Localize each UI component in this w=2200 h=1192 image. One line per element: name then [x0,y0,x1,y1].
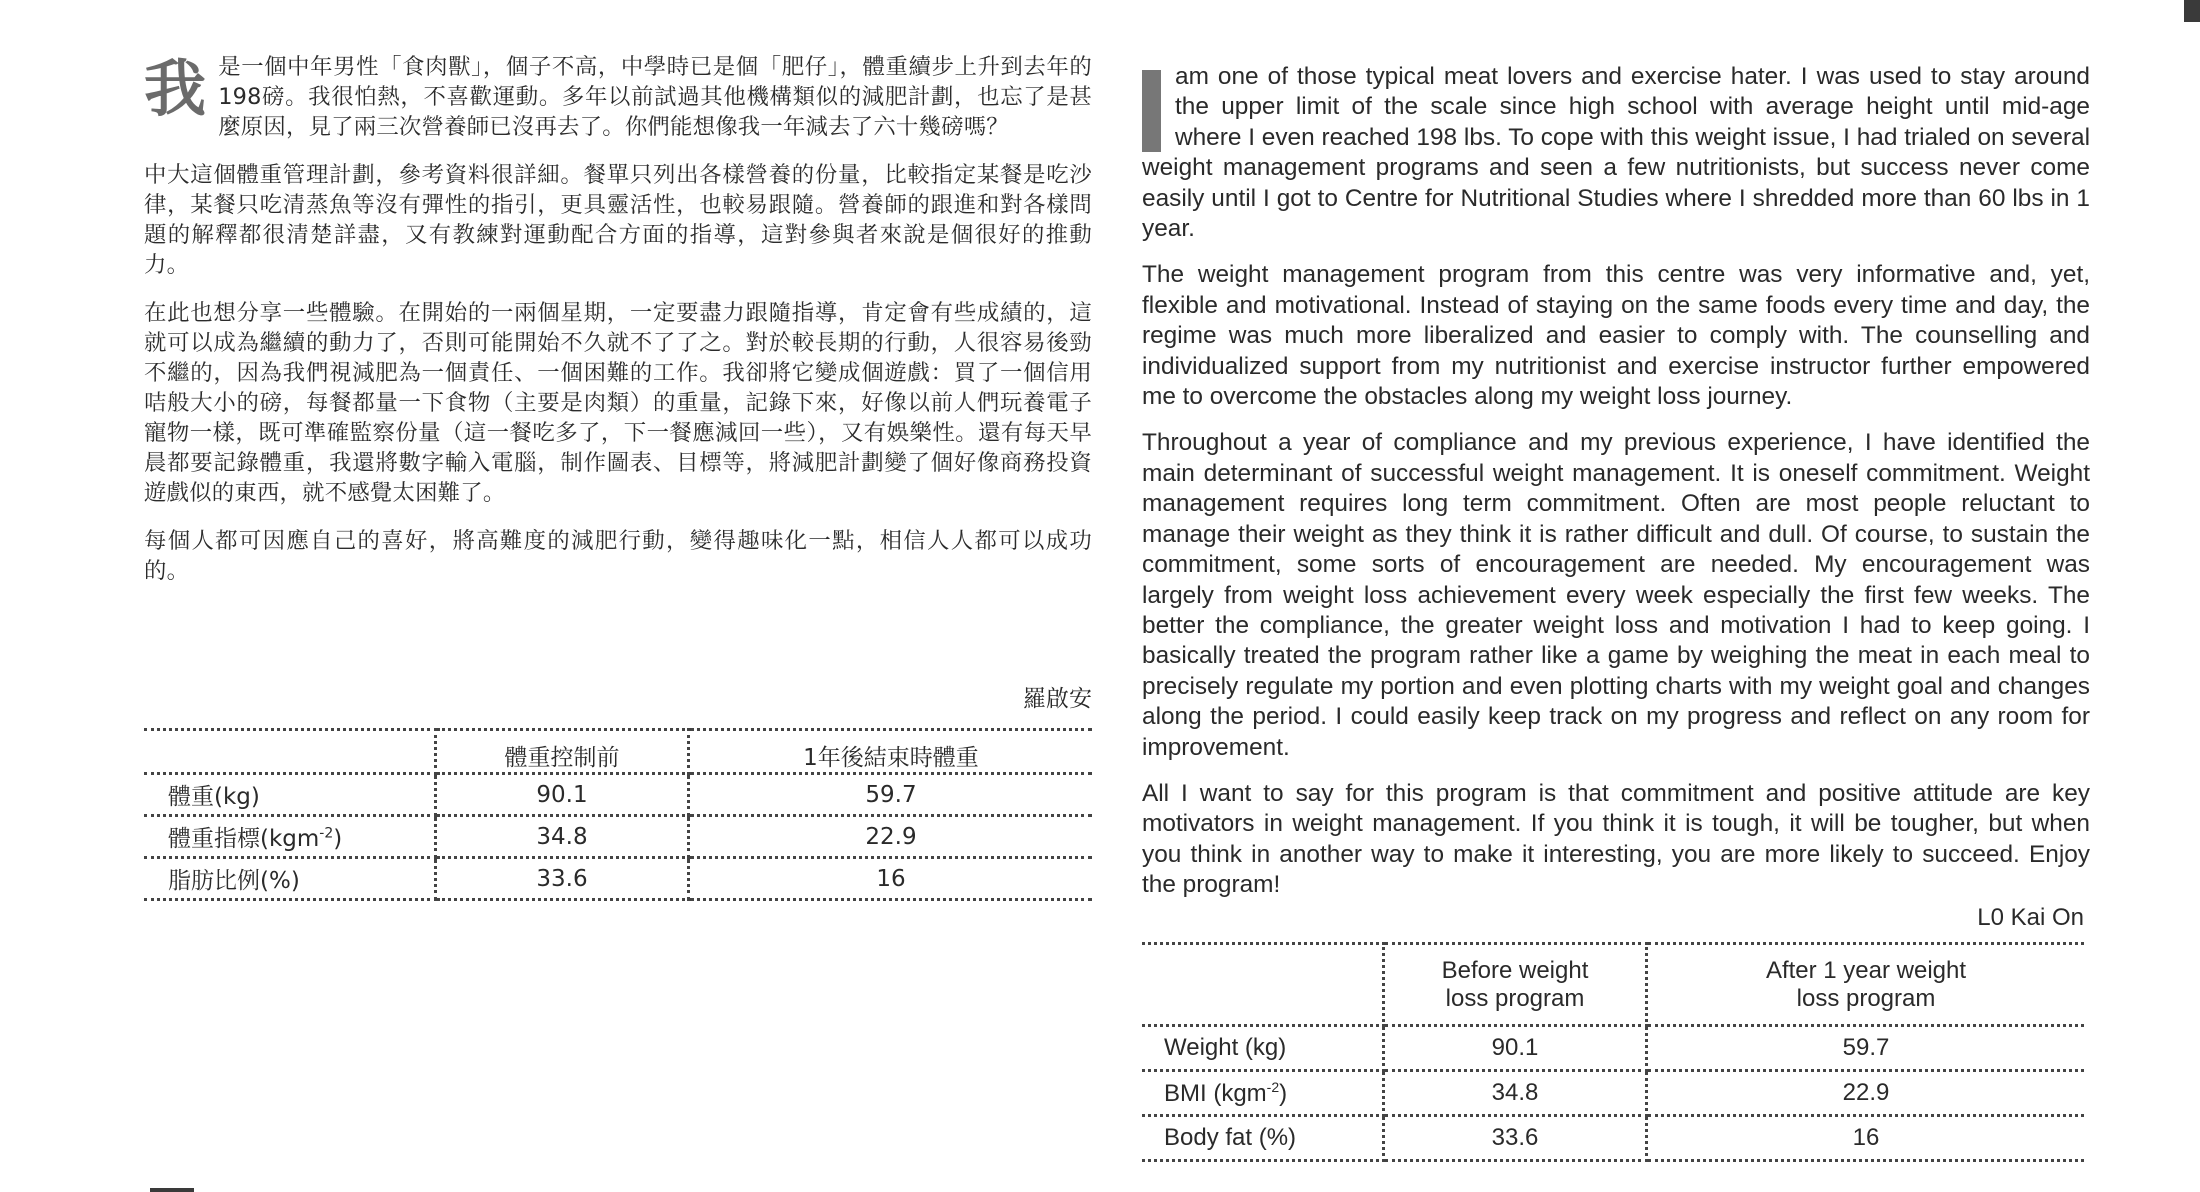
english-text-block [1142,62,2090,901]
scan-edge-mark [2184,0,2200,22]
header-after: 1年後結束時體重 [689,730,1093,774]
row-before-value: 90.1 [1384,1026,1647,1071]
table-row [1142,1116,2084,1161]
table-row [144,816,1092,858]
english-paragraph-4: All I want to say for this program is that commitment and positive attitude are key motivators in weight management. If you think it is tough, it will be tougher, but when you think in another way to make it interesting, you are more likely to succeed. Enjoy the program! [1142,779,2090,899]
table-corner-cell [144,730,436,774]
chinese-signature: 羅啟安 [1023,686,1092,712]
table-header-row [1142,944,2084,1026]
row-before-value: 33.6 [436,858,689,900]
header-before [1384,944,1647,1026]
row-label: Weight (kg) [1142,1026,1384,1071]
row-label [1142,1071,1384,1116]
chinese-paragraph-1-text: 是一個中年男性「食肉獸」，個子不高，中學時已是個「肥仔」，體重續步上升到去年的198磅。我很怕熱，不喜歡運動。多年以前試過其他機構類似的減肥計劃，也忘了是甚麼原因，見了兩三次營養師已沒再去了。你們能想像我一年減去了六十幾磅嗎？ [218,54,1092,140]
row-before-value: 90.1 [436,774,689,816]
row-after-value: 59.7 [689,774,1093,816]
row-label: Body fat (%) [1142,1116,1384,1161]
chinese-paragraph-4: 每個人都可因應自己的喜好，將高難度的減肥行動，變得趣味化一點，相信人人都可以成功的。 [144,528,1092,584]
row-label: 體重(kg) [144,774,436,816]
row-label: 脂肪比例(%) [144,858,436,900]
row-label-text: BMI (kgm [1164,1079,1267,1107]
row-label [144,816,436,858]
header-before-line-2: loss program [1445,984,1585,1012]
header-after [1647,944,2085,1026]
chinese-paragraph-3: 在此也想分享一些體驗。在開始的一兩個星期，一定要盡力跟隨指導，肯定會有些成績的，這就可以成為繼續的動力了，否則可能開始不久就不了了之。對於較長期的行動，人很容易後勁不繼的，因為我們視減肥為一個責任、一個困難的工作。我卻將它變成個遊戲：買了一個信用咭般大小的磅，每餐都量一下食物（主要是肉類）的重量，記錄下來，好像以前人們玩養電子寵物一樣，既可準確監察份量（這一餐吃多了，下一餐應減回一些），又有娛樂性。還有每天早晨都要記錄體重，我還將數字輸入電腦，制作圖表、目標等，將減肥計劃變了個好像商務投資遊戲似的東西，就不感覺太困難了。 [144,300,1092,506]
chinese-results-table [144,728,1092,901]
english-paragraph-1-text: am one of those typical meat lovers and exercise hater. I was used to stay around the upper limit of the scale since high school with average height until mid-age where I even reached 198 lbs. To cope with this weight issue, I had trialed on several weight management programs and seen a few nutritionists, but success never come easily until I got to Centre for Nutritional Studies where I shredded more than 60 lbs in 1 year. [1142,63,2090,243]
header-before: 體重控制前 [436,730,689,774]
row-after-value: 59.7 [1647,1026,2085,1071]
row-after-value: 22.9 [1647,1071,2085,1116]
row-before-value: 34.8 [436,816,689,858]
row-after-value: 22.9 [689,816,1093,858]
row-label-superscript: -2 [319,825,334,842]
row-before-value: 34.8 [1384,1071,1647,1116]
header-after-line-2: loss program [1796,984,1936,1012]
english-results-table [1142,942,2084,1162]
table-row [1142,1026,2084,1071]
table-row [144,858,1092,900]
row-before-value: 33.6 [1384,1116,1647,1161]
english-paragraph-3: Throughout a year of compliance and my previous experience, I have identified the main determinant of successful weight management. It is oneself commitment. Weight management requires long term commitment. Often are most people reluctant to manage their weight as they think it is rather difficult and dull. Of course, to sustain the commitment, some sorts of encouragement are needed. My encouragement was largely from weight loss achievement every week especially the first few weeks. The better the compliance, the greater weight loss and motivation I had to keep going. I basically treated the program rather like a game by weighing the meat in each meal to precisely regulate my portion and even plotting charts with my weight goal and changes along the period. I could easily keep track on my progress and reflect on any room for improvement. [1142,429,2090,761]
header-after-line-1: After 1 year weight [1765,956,1967,984]
row-after-value: 16 [1647,1116,2085,1161]
chinese-dropcap: 我 [144,52,207,125]
table-row [144,774,1092,816]
row-label-end: ) [333,826,343,852]
header-before-line-1: Before weight [1441,956,1589,984]
chinese-paragraph-2: 中大這個體重管理計劃，參考資料很詳細。餐單只列出各樣營養的份量，比較指定某餐是吃沙律，某餐只吃清蒸魚等沒有彈性的指引，更具靈活性，也較易跟隨。營養師的跟進和對各樣問題的解釋都很清楚詳盡，又有教練對運動配合方面的指導，這對參與者來說是個很好的推動力。 [144,162,1092,278]
table-header-row [144,730,1092,774]
english-paragraph-1 [1142,62,2090,244]
row-label-superscript: -2 [1266,1078,1280,1095]
table-row [1142,1071,2084,1116]
row-label-end: ) [1279,1079,1288,1107]
chinese-paragraph-1 [144,52,1092,142]
english-signature: L0 Kai On [1977,904,2084,931]
row-label-text: 體重指標(kgm [168,826,320,852]
chinese-text-block [144,52,1092,586]
table-corner-cell [1142,944,1384,1026]
scan-edge-mark [150,1188,194,1192]
english-paragraph-2: The weight management program from this centre was very informative and, yet, flexible and motivational. Instead of staying on the same foods every time and day, the regime was much more liberalized and easier to comply with. The counselling and individualized support from my nutritionist and exercise instructor further empowered me to overcome the obstacles along my weight loss journey. [1142,261,2090,411]
row-after-value: 16 [689,858,1093,900]
english-dropcap [1142,70,1161,152]
